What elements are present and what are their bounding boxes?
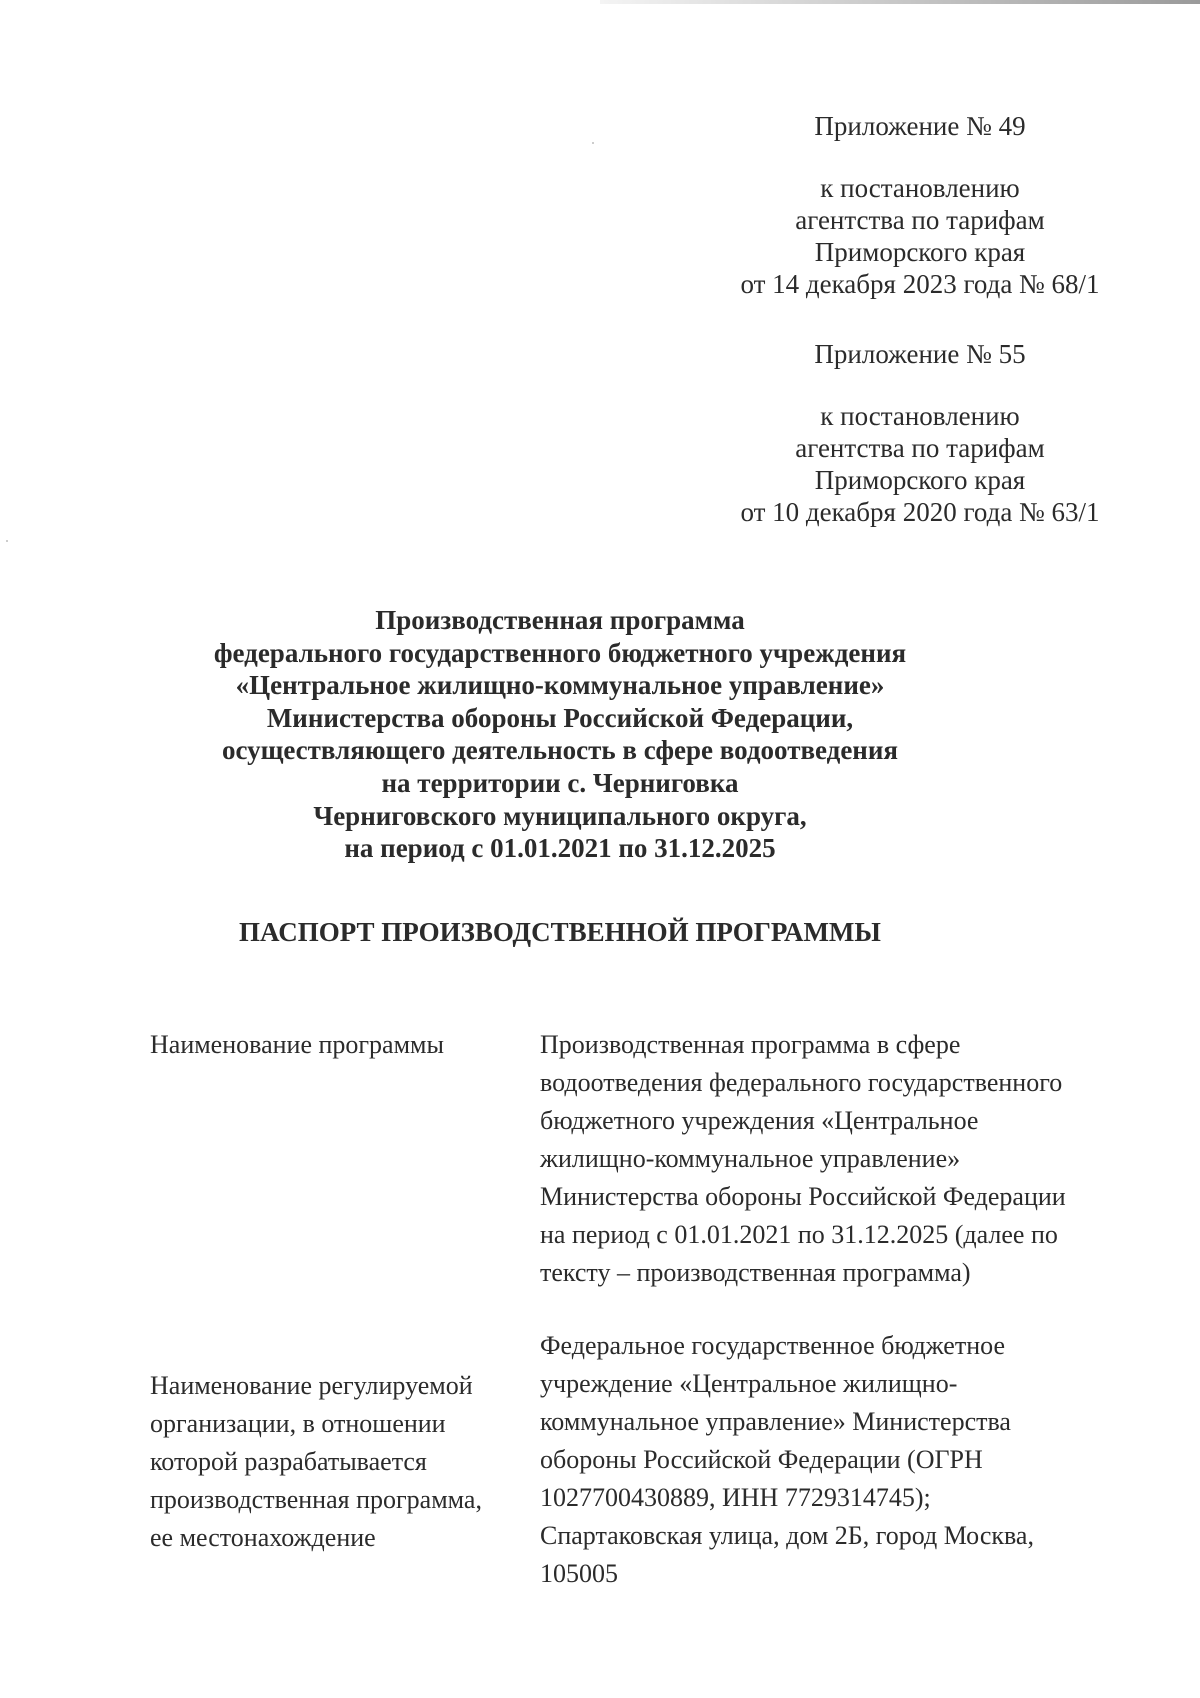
value-line: учреждение «Центральное жилищно- [540, 1369, 958, 1398]
program-title-line: «Центральное жилищно-коммунальное управление» [235, 670, 885, 701]
value-line: обороны Российской Федерации (ОГРН [540, 1445, 983, 1474]
passport-row-value [540, 1327, 1140, 1593]
appendix-original-number: Приложение № 55 [814, 339, 1026, 369]
label-line: ее местонахождение [150, 1523, 376, 1552]
value-line: 105005 [540, 1559, 618, 1588]
appendix-current-line: Приморского края [814, 237, 1026, 267]
program-title-line: на территории с. Черниговка [381, 767, 739, 798]
value-line: водоотведения федерального государственного [540, 1068, 1063, 1097]
program-title [170, 604, 950, 865]
value-line: Министерства обороны Российской Федерации [540, 1182, 1066, 1211]
program-title-line: на период с 01.01.2021 по 31.12.2025 [344, 833, 776, 864]
program-title-line: Министерства обороны Российской Федерации, [266, 702, 854, 733]
value-line: 1027700430889, ИНН 7729314745); [540, 1483, 931, 1512]
passport-row-label [150, 1026, 510, 1064]
value-line: Федеральное государственное бюджетное [540, 1331, 1005, 1360]
scan-edge-mark [600, 0, 1200, 4]
appendix-original-line: от 10 декабря 2020 года № 63/1 [740, 497, 1100, 527]
value-line: тексту – производственная программа) [540, 1258, 971, 1287]
value-line: коммунальное управление» Министерства [540, 1407, 1011, 1436]
passport-row-value [540, 1026, 1140, 1292]
appendix-current-line: агентства по тарифам [795, 205, 1045, 235]
scan-speck [592, 142, 594, 144]
appendix-current-line: от 14 декабря 2023 года № 68/1 [740, 269, 1100, 299]
label-line: которой разрабатывается [150, 1447, 427, 1476]
program-title-line: федерального государственного бюджетного учреждения [213, 637, 907, 668]
value-line: Производственная программа в сфере [540, 1030, 961, 1059]
label-line: Наименование регулируемой [150, 1371, 473, 1400]
appendix-original-line: агентства по тарифам [795, 433, 1045, 463]
appendix-current-number: Приложение № 49 [814, 111, 1026, 141]
appendix-original-line: Приморского края [814, 465, 1026, 495]
program-title-line: Черниговского муниципального округа, [313, 800, 807, 831]
appendix-original-line: к постановлению [820, 401, 1020, 431]
passport-row-label [150, 1367, 510, 1557]
value-line: жилищно-коммунальное управление» [540, 1144, 961, 1173]
program-title-line: Производственная программа [375, 605, 745, 635]
appendix-current-block [690, 110, 1150, 300]
value-line: бюджетного учреждения «Центральное [540, 1106, 979, 1135]
appendix-original-block [690, 338, 1150, 528]
program-title-line: осуществляющего деятельность в сфере водоотведения [221, 735, 899, 766]
appendix-current-line: к постановлению [820, 173, 1020, 203]
label-line: Наименование программы [150, 1030, 444, 1059]
label-line: производственная программа, [150, 1485, 482, 1514]
passport-heading: ПАСПОРТ ПРОИЗВОДСТВЕННОЙ ПРОГРАММЫ [239, 917, 881, 947]
value-line: Спартаковская улица, дом 2Б, город Москва, [540, 1521, 1034, 1550]
label-line: организации, в отношении [150, 1409, 446, 1438]
scan-speck [6, 540, 8, 542]
value-line: на период с 01.01.2021 по 31.12.2025 (далее по [540, 1220, 1058, 1249]
